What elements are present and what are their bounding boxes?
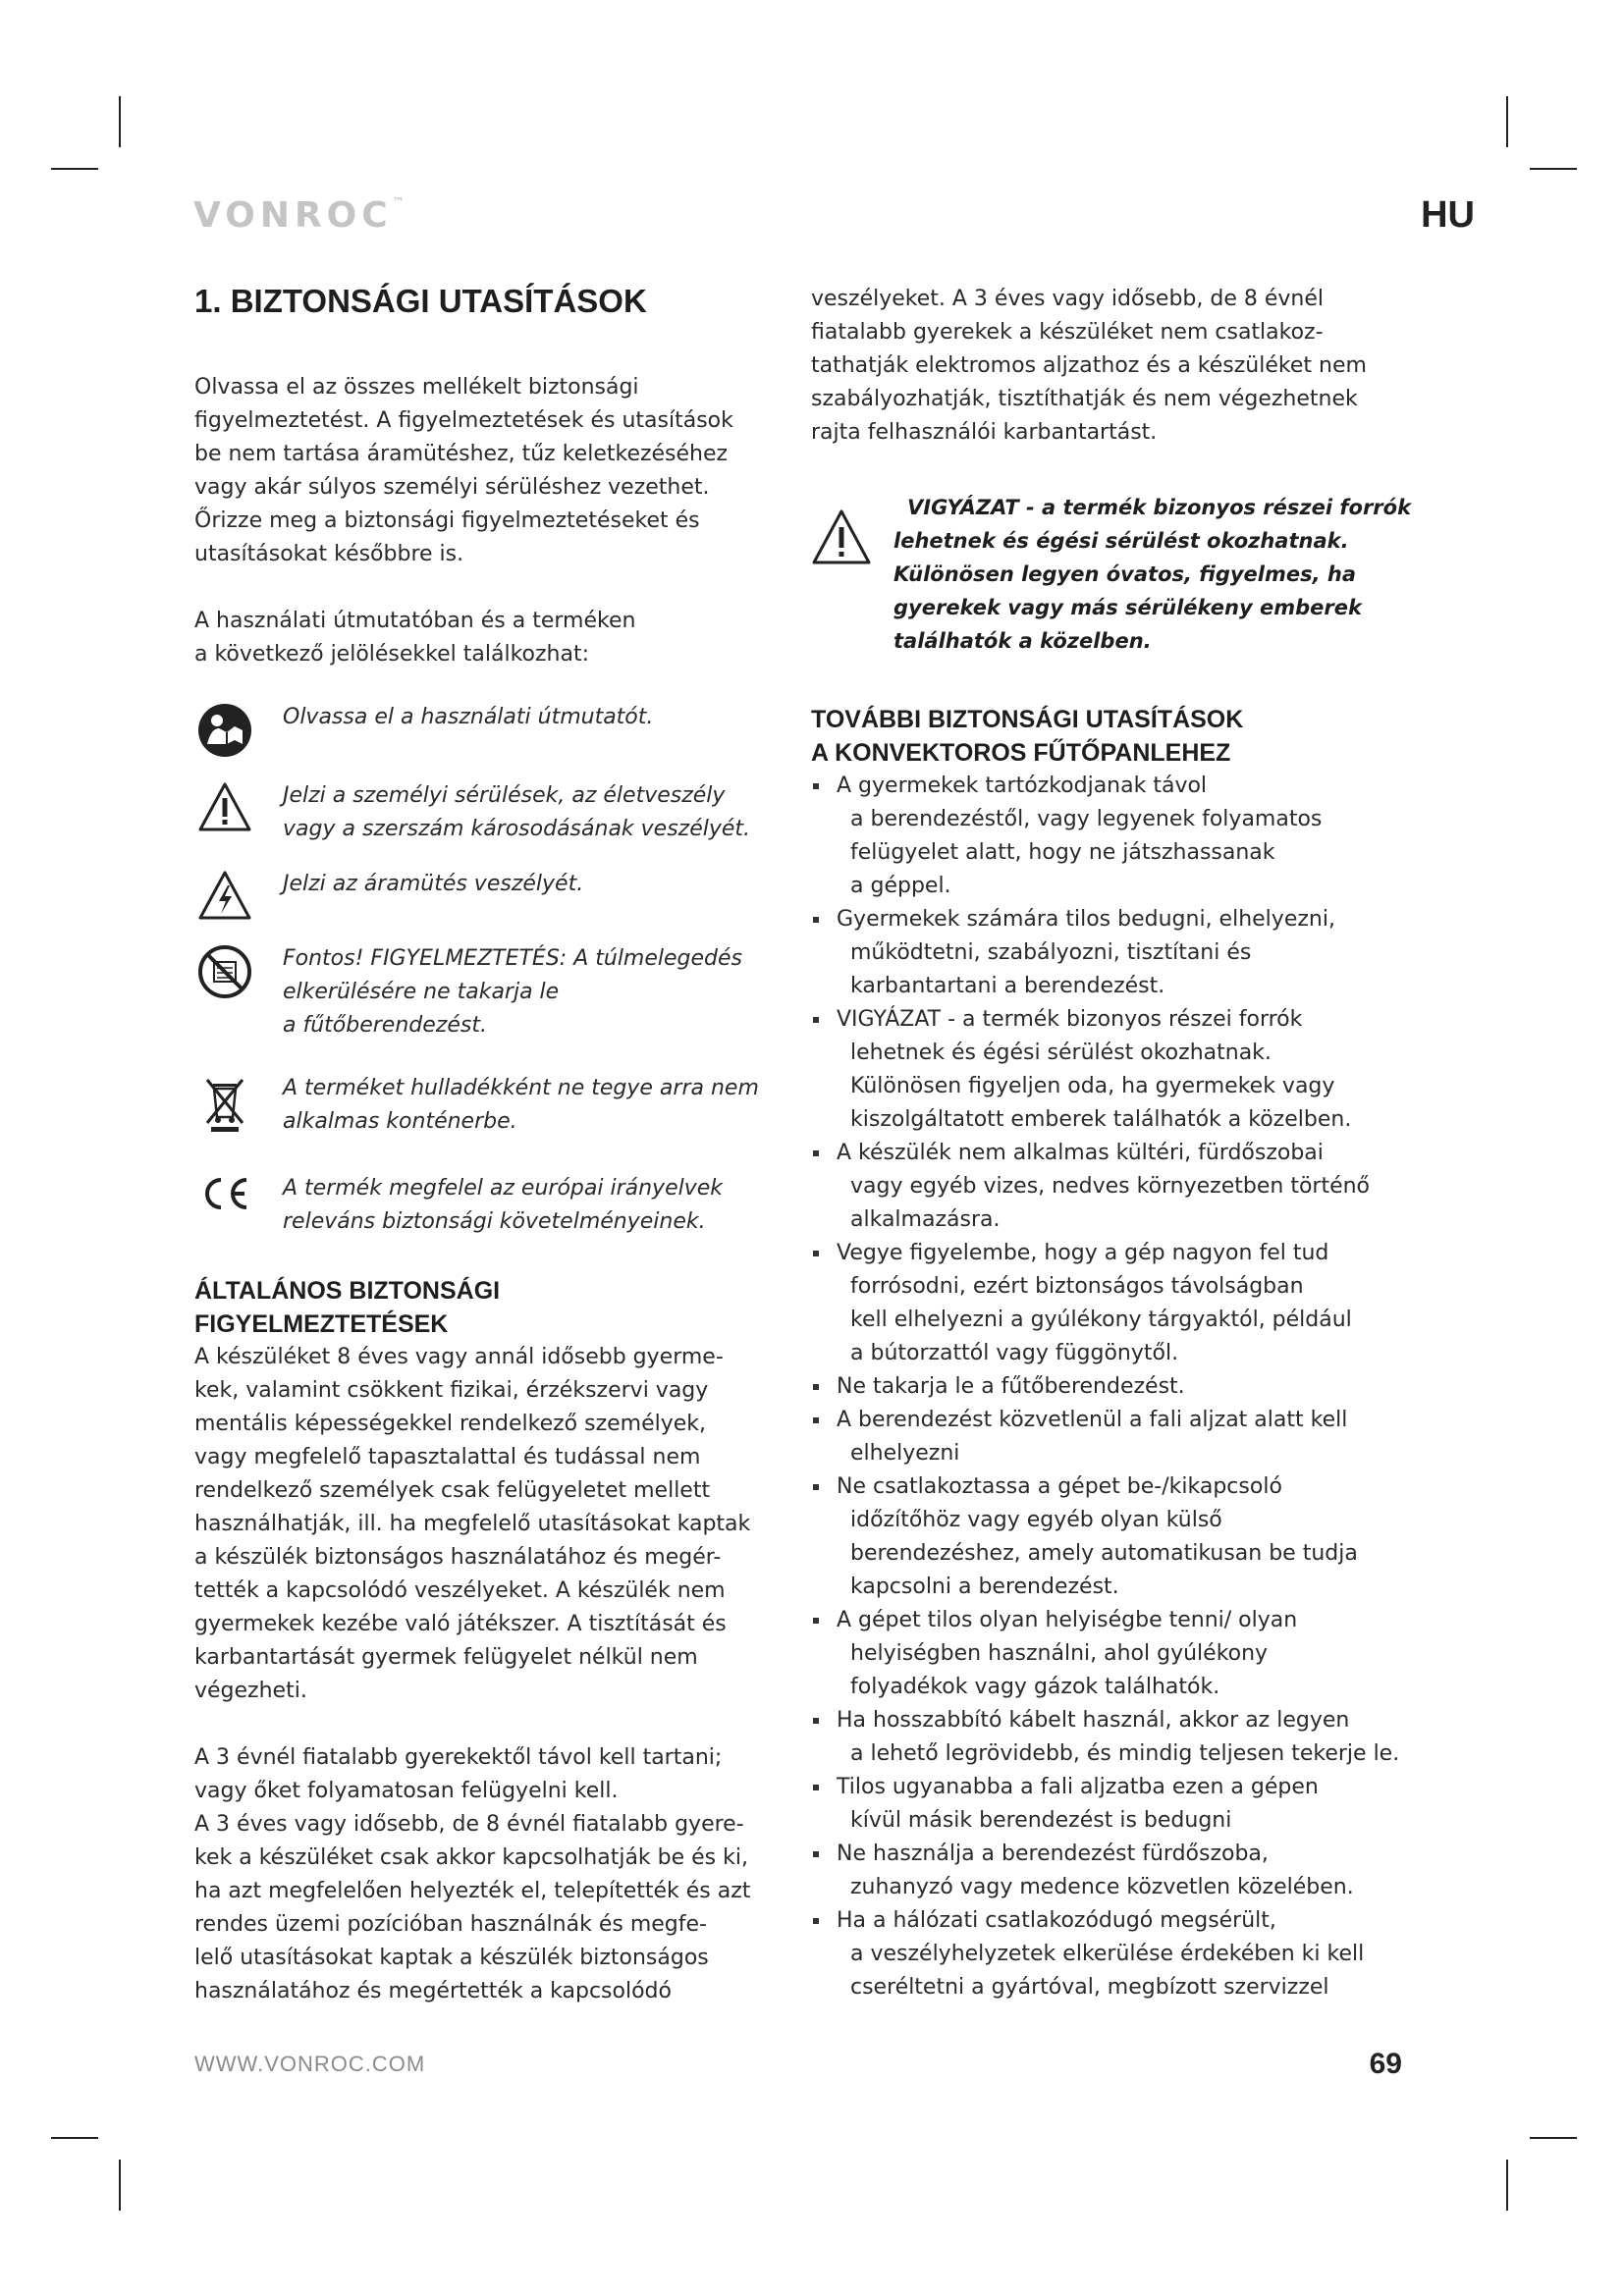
crop-mark (51, 2137, 98, 2139)
crop-mark (1506, 96, 1508, 147)
list-item: Ha a hálózati csatlakozódugó megsérült, a veszélyhelyzetek elkerülése érdekében ki kell cseréltetni a gyártóval, megbízott szervizzel (811, 1904, 1420, 2004)
symbols-intro: A használati útmutatóban és a terméken a következő jelölésekkel találkozhat: (194, 609, 636, 667)
page-number: 69 (1369, 2048, 1402, 2080)
read-manual-icon (194, 701, 255, 758)
safety-bullet-list (811, 770, 1420, 2004)
section-title: 1. BIZTONSÁGI UTASÍTÁSOK (194, 283, 647, 319)
symbol-text: Jelzi a személyi sérülések, az életveszély vagy a szerszám károsodásának veszélyét. (283, 783, 751, 841)
list-item: Vegye figyelembe, hogy a gép nagyon fel tud forrósodni, ezért biztonságos távolságban kell elhelyezni a gyúlékony tárgyaktól, például a bútorzattól vagy függönytől. (811, 1237, 1420, 1370)
do-not-cover-icon (194, 942, 255, 999)
symbol-text: Fontos! FIGYELMEZTETÉS: A túlmelegedés elkerülésére ne takarja le a fűtőberendezést. (283, 946, 743, 1038)
weee-bin-icon (194, 1072, 255, 1133)
symbol-row (194, 701, 784, 758)
caution-block (811, 491, 1420, 658)
electric-shock-icon (194, 868, 255, 921)
right-column (811, 283, 1420, 2004)
crop-mark (1506, 2160, 1508, 2211)
crop-mark (1530, 2137, 1577, 2139)
list-item: Tilos ugyanabba a fali aljzatba ezen a gépen kívül másik berendezést is bedugni (811, 1771, 1420, 1838)
list-item: Gyermekek számára tilos bedugni, elhelyezni, működtetni, szabályozni, tisztítani és karbantartani a berendezést. (811, 903, 1420, 1003)
crop-mark (119, 96, 121, 147)
symbol-row (194, 779, 784, 846)
list-item: A gépet tilos olyan helyiségbe tenni/ olyan helyiségben használni, ahol gyúlékony folyadékok vagy gázok találhatók. (811, 1604, 1420, 1704)
list-item: VIGYÁZAT - a termék bizonyos részei forrók lehetnek és égési sérülést okozhatnak. Különösen figyeljen oda, ha gyermekek vagy kiszolgáltatott emberek találhatók a közelben. (811, 1003, 1420, 1137)
children-paragraph: A 3 évnél fiatalabb gyerekektől távol kell tartani; vagy őket folyamatosan felügyelni kell. A 3 éves vagy idősebb, de 8 évnél fiatalabb gyere- kek a készüléket csak akkor kapcsolhatják be és ki, ha azt megfelelően helyezték el, telepítették és azt rendes üzemi pozícióban használnák és megfe- lelő utasításokat kaptak a készülék biztonságos használatához és megértették a kapcsolódó (194, 1745, 751, 2003)
general-safety-paragraph: A készüléket 8 éves vagy annál idősebb gyerme- kek, valamint csökkent fizikai, érzékszervi vagy mentális képességekkel rendelkező személyek, vagy megfelelő tapasztalattal és tudással nem rendelkező személyek csak felügyeletet mellett használhatják, ill. ha megfelelő utasításokat kaptak a készülék biztonságos használatához és megér- tették a kapcsolódó veszélyeket. A készülék nem gyermekek kezébe való játékszer. A tisztítását és karbantartását gyermek felügyelet nélkül nem végezheti. (194, 1345, 751, 1703)
warning-icon (194, 779, 255, 832)
symbol-text: A termék megfelel az európai irányelvek releváns biztonsági követelményeinek. (283, 1176, 724, 1234)
symbol-text: Jelzi az áramütés veszélyét. (283, 872, 584, 896)
list-item: Ne takarja le a fűtőberendezést. (811, 1370, 1420, 1404)
symbol-row (194, 1072, 784, 1139)
symbol-row (194, 942, 784, 1042)
warning-icon (811, 491, 882, 658)
general-safety-heading: ÁLTALÁNOS BIZTONSÁGI FIGYELMEZTETÉSEK (194, 1277, 501, 1338)
footer-url: WWW.VONROC.COM (194, 2052, 426, 2076)
list-item: A berendezést közvetlenül a fali aljzat alatt kell elhelyezni (811, 1404, 1420, 1470)
brand-logo: VONROC™ (193, 195, 405, 236)
list-item: A gyermekek tartózkodjanak távol a berendezéstől, vagy legyenek folyamatos felügyelet alatt, hogy ne játszhassanak a géppel. (811, 770, 1420, 903)
list-item: Ne csatlakoztassa a gépet be-/kikapcsoló időzítőhöz vagy egyéb olyan külső berendezéshez, amely automatikusan be tudja kapcsolni a berendezést. (811, 1470, 1420, 1604)
symbol-text: Olvassa el a használati útmutatót. (283, 705, 654, 729)
list-item: Ne használja a berendezést fürdőszoba, zuhanyzó vagy medence közvetlen közelében. (811, 1838, 1420, 1904)
list-item: A készülék nem alkalmas kültéri, fürdőszobai vagy egyéb vizes, nedves környezetben történő alkalmazásra. (811, 1137, 1420, 1237)
language-code: HU (1421, 194, 1475, 236)
caution-text: VIGYÁZAT - a termék bizonyos részei forrók lehetnek és égési sérülést okozhatnak. Különösen legyen óvatos, figyelmes, ha gyerekek vagy más sérülékeny emberek találhatók a közelben. (893, 496, 1412, 653)
symbol-row (194, 868, 784, 921)
crop-mark (119, 2160, 121, 2211)
continued-paragraph: veszélyeket. A 3 éves vagy idősebb, de 8 évnél fiatalabb gyerekek a készüléket nem csatlakoz- tathatják elektromos aljzathoz és a készüléket nem szabályozhatják, tisztíthatják és nem végezhetnek rajta felhasználói karbantartást. (811, 287, 1367, 445)
symbol-row (194, 1172, 784, 1239)
crop-mark (51, 168, 98, 170)
ce-mark-icon (194, 1172, 255, 1213)
crop-mark (1530, 168, 1577, 170)
symbol-text: A terméket hulladékként ne tegye arra nem alkalmas konténerbe. (283, 1076, 759, 1134)
left-column (194, 277, 784, 2008)
intro-paragraph: Olvassa el az összes mellékelt biztonsági figyelmeztetést. A figyelmeztetések és utasítások be nem tartása áramütéshez, tűz keletkezéséhez vagy akár súlyos személyi sérüléshez vezethet. Őrizze meg a biztonsági figyelmeztetéseket és utasításokat későbbre is. (194, 375, 733, 566)
further-safety-heading: TOVÁBBI BIZTONSÁGI UTASÍTÁSOK A KONVEKTOROS FŰTŐPANLEHEZ (811, 706, 1244, 767)
list-item: Ha hosszabbító kábelt használ, akkor az legyen a lehető legrövidebb, és mindig teljesen tekerje le. (811, 1704, 1420, 1771)
